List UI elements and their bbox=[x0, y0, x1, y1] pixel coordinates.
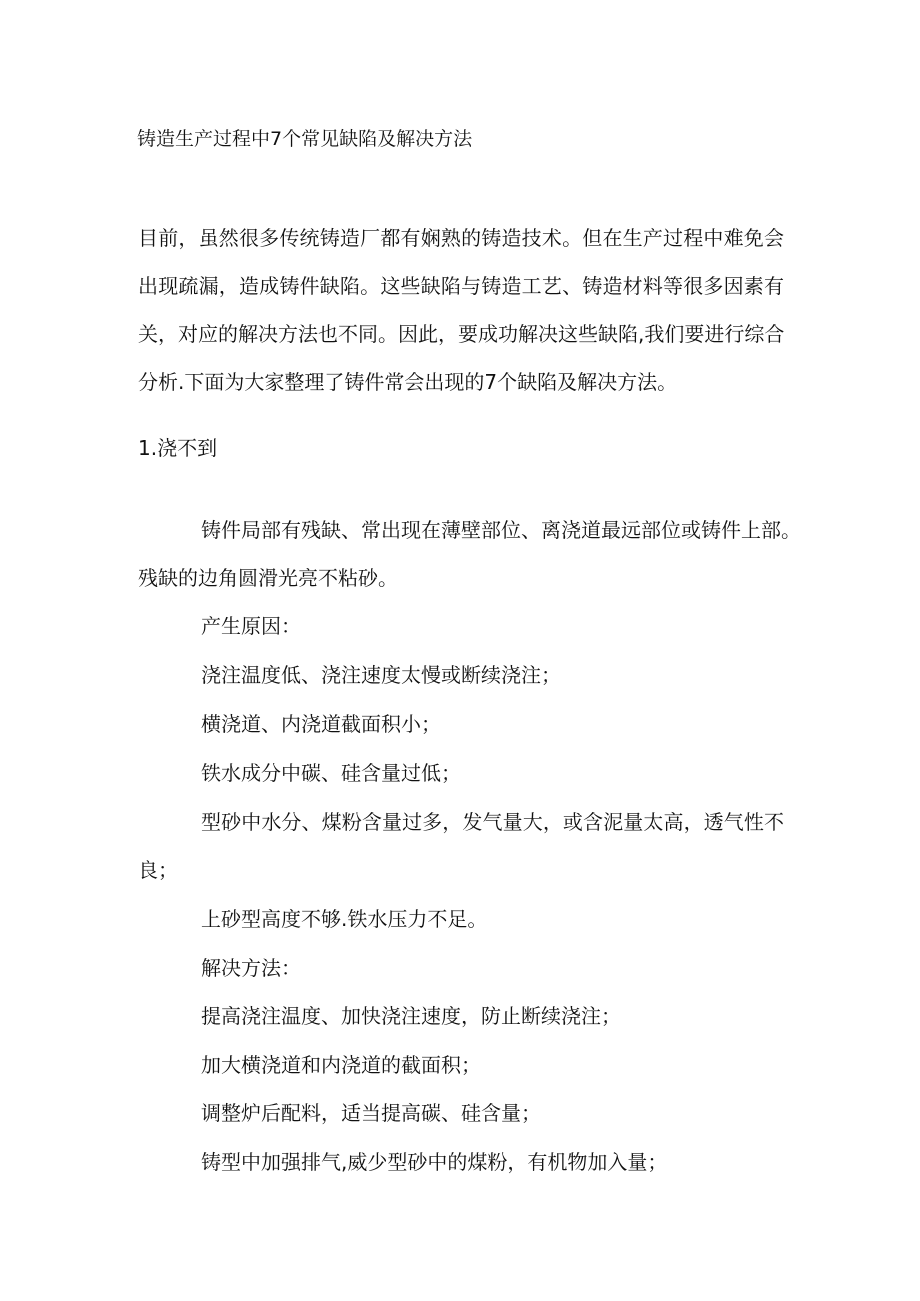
solution-item-2: 加大横浇道和内浇道的截面积； bbox=[201, 1053, 481, 1077]
cause-item-1: 浇注温度低、浇注速度太慢或断续浇注； bbox=[201, 663, 561, 687]
solution-item-1: 提高浇注温度、加快浇注速度，防止断续浇注； bbox=[201, 1004, 621, 1028]
cause-item-4: 型砂中水分、煤粉含量过多，发气量大，或含泥量太高，透气性不 bbox=[201, 810, 784, 834]
description-line-1: 铸件局部有残缺、常出现在薄壁部位、离浇道最远部位或铸件上部。 bbox=[201, 518, 801, 542]
solution-item-4: 铸型中加强排气,威少型砂中的煤粉，有机物加入量； bbox=[201, 1150, 668, 1174]
description-line-2: 残缺的边角圆滑光亮不粘砂。 bbox=[138, 566, 398, 590]
intro-line-4: 分析.下面为大家整理了铸件常会出现的7个缺陷及解决方法。 bbox=[138, 370, 678, 394]
intro-line-1: 目前，虽然很多传统铸造厂都有娴熟的铸造技术。但在生产过程中难免会 bbox=[138, 226, 784, 250]
causes-label: 产生原因： bbox=[201, 614, 301, 638]
solutions-label: 解决方法： bbox=[201, 956, 301, 980]
cause-item-5: 上砂型高度不够.铁水压力不足。 bbox=[201, 907, 488, 931]
cause-item-3: 铁水成分中碳、硅含量过低； bbox=[201, 761, 461, 785]
intro-line-2: 出现疏漏，造成铸件缺陷。这些缺陷与铸造工艺、铸造材料等很多因素有 bbox=[138, 274, 784, 298]
section-heading: 1.浇不到 bbox=[138, 436, 218, 460]
solution-item-3: 调整炉后配料，适当提高碳、硅含量； bbox=[201, 1101, 541, 1125]
cause-item-4-continued: 良； bbox=[138, 858, 178, 882]
intro-line-3: 关，对应的解决方法也不同。因此，要成功解决这些缺陷,我们要进行综合 bbox=[138, 322, 785, 346]
cause-item-2: 横浇道、内浇道截面积小； bbox=[201, 712, 441, 736]
document-title: 铸造生产过程中7个常见缺陷及解决方法 bbox=[137, 128, 473, 150]
